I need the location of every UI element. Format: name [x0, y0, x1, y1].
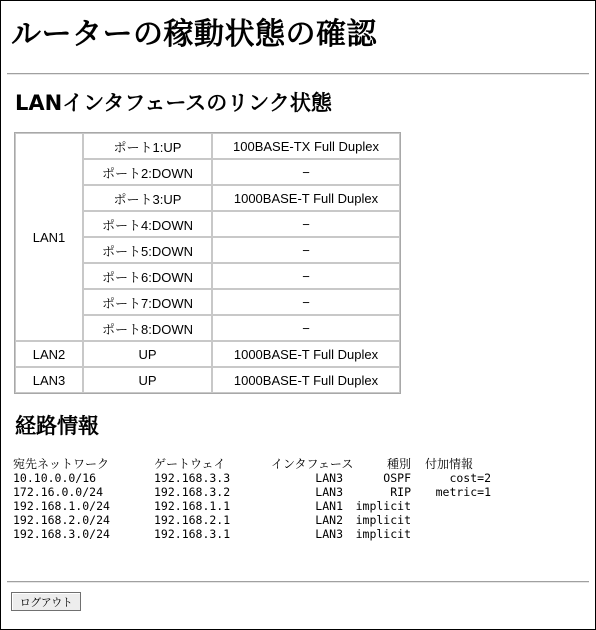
route-header-extra: 付加情報 [425, 457, 474, 471]
route-interface: LAN3 [315, 471, 343, 485]
link-status-cell: − [212, 237, 400, 263]
route-header-interface: インタフェース [271, 457, 354, 471]
port-cell: ポート1:UP [83, 133, 212, 159]
port-cell: UP [83, 367, 212, 393]
link-status-cell: 100BASE-TX Full Duplex [212, 133, 400, 159]
port-cell: ポート5:DOWN [83, 237, 212, 263]
link-status-cell: − [212, 315, 400, 341]
route-header-destination: 宛先ネットワーク [13, 457, 110, 471]
route-gateway: 192.168.1.1 [154, 499, 231, 513]
port-cell: ポート8:DOWN [83, 315, 212, 341]
lan-name-cell: LAN3 [15, 367, 83, 393]
port-cell: ポート4:DOWN [83, 211, 212, 237]
link-status-cell: − [212, 159, 400, 185]
route-gateway: 192.168.3.2 [154, 485, 231, 499]
route-header-gateway: ゲートウェイ [154, 457, 226, 471]
lan-name-cell: LAN1 [15, 133, 83, 341]
route-destination: 192.168.3.0/24 [13, 527, 110, 541]
port-cell: ポート3:UP [83, 185, 212, 211]
route-type: implicit [355, 527, 411, 541]
table-row [15, 133, 400, 159]
route-gateway: 192.168.3.3 [154, 471, 231, 485]
port-cell: ポート2:DOWN [83, 159, 212, 185]
link-status-cell: 1000BASE-T Full Duplex [212, 367, 400, 393]
link-status-cell: − [212, 211, 400, 237]
link-status-cell: 1000BASE-T Full Duplex [212, 341, 400, 367]
link-status-cell: 1000BASE-T Full Duplex [212, 185, 400, 211]
route-type: implicit [355, 513, 411, 527]
table-row [15, 341, 400, 367]
top-divider [7, 73, 589, 75]
route-destination: 192.168.2.0/24 [13, 513, 110, 527]
route-gateway: 192.168.2.1 [154, 513, 231, 527]
route-extra: metric=1 [435, 485, 491, 499]
lan-section-title: LANインタフェースのリンク状態 [15, 91, 332, 115]
link-status-cell: − [212, 289, 400, 315]
logout-button[interactable]: ログアウト [11, 592, 81, 611]
route-header-type: 種別 [386, 457, 411, 471]
route-extra: cost=2 [449, 471, 491, 485]
lan-link-table [14, 132, 401, 394]
route-destination: 172.16.0.0/24 [13, 485, 104, 499]
link-status-cell: − [212, 263, 400, 289]
route-interface: LAN3 [315, 527, 343, 541]
page-title: ルーターの稼動状態の確認 [11, 17, 377, 52]
bottom-divider [7, 581, 589, 583]
route-section-title: 経路情報 [15, 414, 99, 438]
route-destination: 192.168.1.0/24 [13, 499, 110, 513]
lan-name-cell: LAN2 [15, 341, 83, 367]
route-interface: LAN3 [315, 485, 343, 499]
route-interface: LAN1 [315, 499, 343, 513]
route-type: OSPF [383, 471, 411, 485]
route-type: RIP [390, 485, 411, 499]
route-interface: LAN2 [315, 513, 343, 527]
table-row [15, 367, 400, 393]
route-type: implicit [355, 499, 411, 513]
port-cell: UP [83, 341, 212, 367]
route-gateway: 192.168.3.1 [154, 527, 231, 541]
route-destination: 10.10.0.0/16 [13, 471, 97, 485]
port-cell: ポート7:DOWN [83, 289, 212, 315]
port-cell: ポート6:DOWN [83, 263, 212, 289]
